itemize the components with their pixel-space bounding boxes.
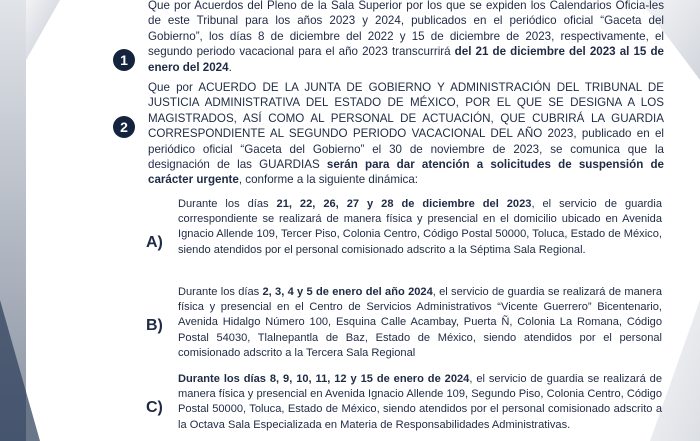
- left-stripe-shape-2: [26, 0, 60, 60]
- point-2-paragraph: Que por ACUERDO DE LA JUNTA DE GOBIERNO Y ADMINISTRACIÓN DEL TRIBUNAL DE JUSTICIA ADMINISTRATIVA DEL ESTADO DE MÉXICO, POR EL QUE SE DESIGNA A LOS MAGISTRADOS, ASÍ COMO AL PERSONAL DE ACTUACIÓN, QUE CUBRIRÁ LA GUARDIA CORRESPONDIENTE AL SEGUNDO PERIODO VACACIONAL DEL AÑO 2023, publicado en el periódico oficial “Gaceta del Gobierno” el 30 de noviembre de 2023, se comunica que la designación de las GUARDIAS serán para dar atención a solicitudes de suspensión de carácter urgente, conforme a la siguiente dinámica:: [148, 81, 664, 187]
- item-letter-c: C): [146, 399, 163, 416]
- item-a-paragraph: Durante los días 21, 22, 26, 27 y 28 de diciembre del 2023, el servicio de guardia correspondiente se realizará de manera física y presencial en el domicilio ubicado en Avenida Ignacio Allende 109, Tercer Piso, Colonia Centro, Código Postal 50000, Toluca, Estado de México, siendo atendidos por el personal comisionado adscrito a la Séptima Sala Regional.: [178, 198, 662, 256]
- item-letter-a: A): [146, 234, 163, 251]
- item-c-paragraph: Durante los días 8, 9, 10, 11, 12 y 15 de enero de 2024, el servicio de guardia se realizará de manera física y presencial en Avenida Ignacio Allende 109, Segundo Piso, Colonia Centro, Código Postal 50000, Toluca, Estado de México, siendo atendidos por el personal comisionado adscrito a la Octava Sala Especializada en Materia de Responsabilidades Administrativas.: [178, 373, 662, 431]
- item-letter-b: B): [146, 317, 163, 334]
- point-1-paragraph: Que por Acuerdos del Pleno de la Sala Superior por los que se expiden los Calendarios Oficia-les de este Tribunal para los años 2023 y 2024, publicados en el periódico oficial “Gaceta del Gobierno”, los días 8 de diciembre del 2022 y 15 de diciembre de 2023, respectivamente, el segundo periodo vacacional para el año 2023 transcurrirá del 21 de diciembre del 2023 al 15 de enero del 2024.: [148, 0, 664, 74]
- item-b-paragraph: Durante los días 2, 3, 4 y 5 de enero del año 2024, el servicio de guardia se realizará de manera física y presencial en el Centro de Servicios Administrativos “Vicente Guerrero” Bicentenario, Avenida Hidalgo Número 100, Esquina Calle Acambay, Puerta Ñ, Colonia La Romana, Código Postal 54030, Tlalnepantla de Baz, Estado de México, siendo atendidos por el personal comisionado adscrito a la Tercera Sala Regional: [178, 286, 662, 359]
- point-number-badge: 2: [113, 116, 135, 138]
- point-number-badge: 1: [113, 49, 135, 71]
